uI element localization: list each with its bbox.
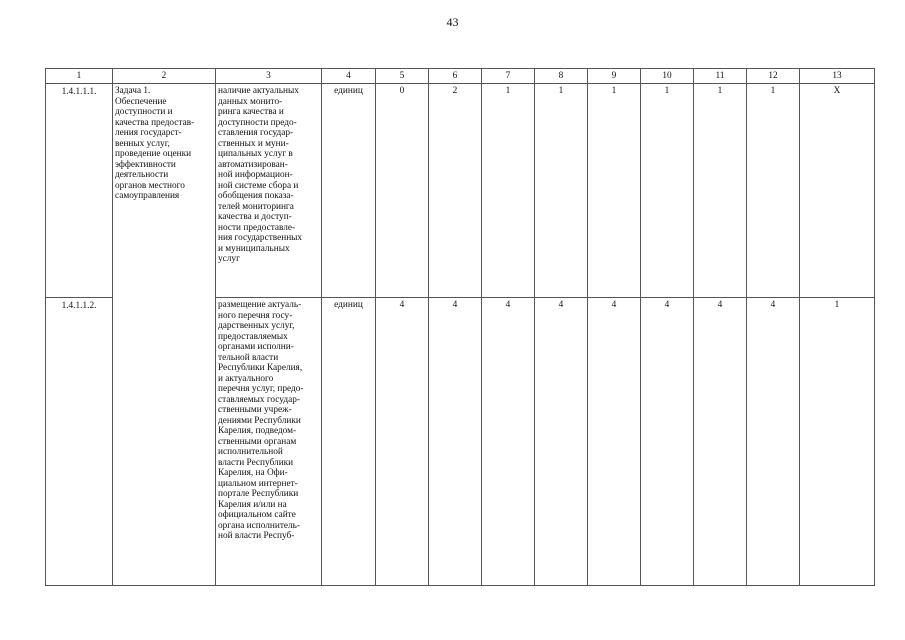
- column-header: 2: [113, 69, 216, 84]
- column-header: 12: [747, 69, 800, 84]
- value-cell: 4: [429, 298, 482, 586]
- value-cell: 2: [429, 84, 482, 298]
- value-cell: 1: [641, 84, 694, 298]
- value-cell: 4: [641, 298, 694, 586]
- value-cell: 1: [694, 84, 747, 298]
- column-header: 3: [216, 69, 322, 84]
- column-header: 4: [322, 69, 376, 84]
- value-cell: 1: [482, 84, 535, 298]
- column-header: 9: [588, 69, 641, 84]
- indicator-cell: наличие актуальных данных монито- ринга качества и доступности предо- ставления государ- ственных и муни- ципальных услуг в автоматизирован- ной информацион- ной системе сбора и обобщения показа- телей мониторинга качества и доступ- ности предоставле- ния государственных и муниципальных услуг: [216, 84, 322, 298]
- column-header: 7: [482, 69, 535, 84]
- value-cell: X: [800, 84, 875, 298]
- value-cell: 4: [694, 298, 747, 586]
- unit-cell: единиц: [322, 298, 376, 586]
- value-cell: 4: [747, 298, 800, 586]
- column-header: 11: [694, 69, 747, 84]
- column-header: 6: [429, 69, 482, 84]
- value-cell: 0: [376, 84, 429, 298]
- value-cell: 4: [376, 298, 429, 586]
- column-header: 13: [800, 69, 875, 84]
- value-cell: 1: [588, 84, 641, 298]
- value-cell: 4: [588, 298, 641, 586]
- table-row: [46, 84, 875, 298]
- column-header: 10: [641, 69, 694, 84]
- indicator-cell: [216, 298, 322, 586]
- indicators-table: [45, 68, 875, 586]
- page-number: 43: [446, 15, 459, 29]
- value-cell: 1: [535, 84, 588, 298]
- row-code: 1.4.1.1.2.: [46, 298, 113, 586]
- column-header: 5: [376, 69, 429, 84]
- unit-cell: единиц: [322, 84, 376, 298]
- column-header: 8: [535, 69, 588, 84]
- header-row: [46, 69, 875, 84]
- value-cell: 4: [535, 298, 588, 586]
- indicator-text: размещение актуаль- ного перечня госу- дарственных услуг, предоставляемых органами исполни- тельной власти Республики Карелия, и актуального перечня услуг, предо- ставляемых государ- ственными учреж- дениями Республики Карелия, подведом- ственными органам исполнительной власти Республики Карелия, на Офи- циальном интернет- портале Республики Карелия и/или на официальном сайте органа исполнитель- ной власти Респуб-: [218, 300, 304, 541]
- task-cell: Задача 1. Обеспечение доступности и качества предостав- ления государст- венных услуг, проведение оценки эффективности деятельности органов местного самоуправления: [113, 84, 216, 586]
- column-header: 1: [46, 69, 113, 84]
- value-cell: 4: [482, 298, 535, 586]
- value-cell: 1: [800, 298, 875, 586]
- value-cell: 1: [747, 84, 800, 298]
- row-code: 1.4.1.1.1.: [46, 84, 113, 298]
